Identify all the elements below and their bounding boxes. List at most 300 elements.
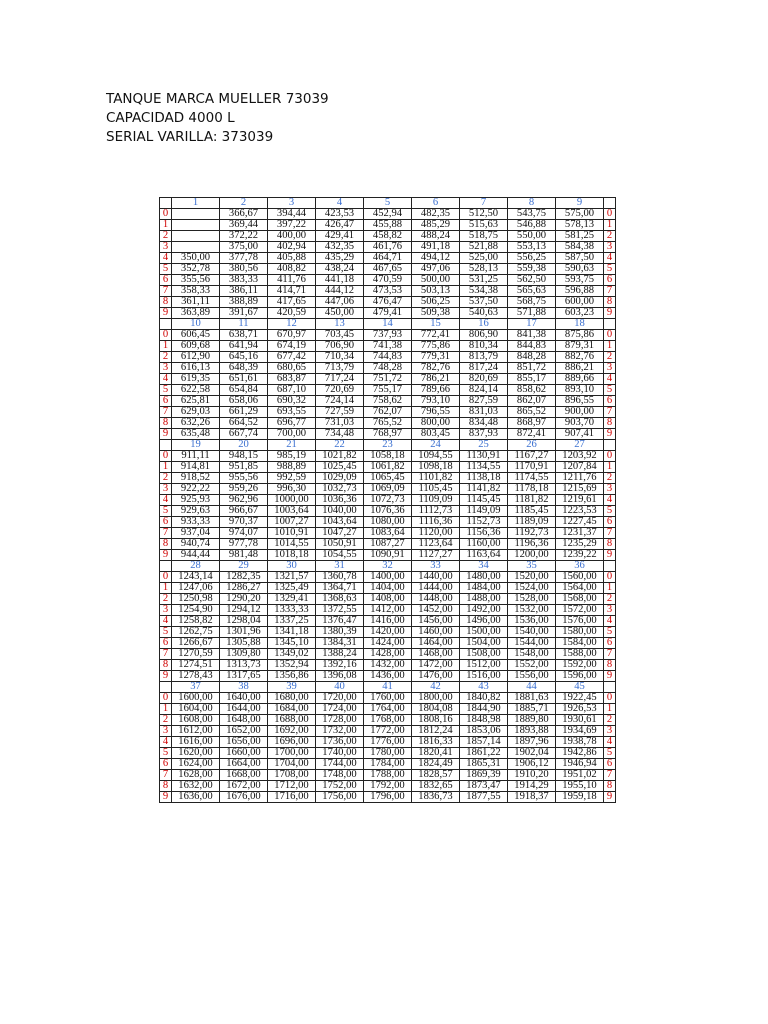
value-cell: 1120,00	[412, 528, 460, 539]
value-cell: 361,11	[172, 297, 220, 308]
value-cell: 503,13	[412, 286, 460, 297]
value-cell: 452,94	[364, 209, 412, 220]
value-cell: 1341,18	[268, 627, 316, 638]
value-cell: 1914,29	[508, 781, 556, 792]
table-row	[160, 704, 616, 715]
value-cell: 1412,00	[364, 605, 412, 616]
value-cell: 497,06	[412, 264, 460, 275]
value-cell: 1286,27	[220, 583, 268, 594]
table-row	[160, 583, 616, 594]
value-cell: 1396,08	[316, 671, 364, 682]
header-spacer-cell	[604, 440, 616, 451]
row-index-right: 4	[604, 616, 616, 627]
value-cell: 1239,22	[556, 550, 604, 561]
row-index-right: 2	[604, 594, 616, 605]
value-cell: 1424,00	[364, 638, 412, 649]
value-cell: 948,15	[220, 451, 268, 462]
table-row	[160, 473, 616, 484]
value-cell: 479,41	[364, 308, 412, 319]
table-row	[160, 330, 616, 341]
value-cell: 1828,57	[412, 770, 460, 781]
value-cell: 831,03	[460, 407, 508, 418]
row-index-left: 1	[160, 341, 172, 352]
value-cell: 1090,91	[364, 550, 412, 561]
row-index-left: 6	[160, 638, 172, 649]
value-cell: 476,47	[364, 297, 412, 308]
value-cell: 1040,00	[316, 506, 364, 517]
table-row	[160, 220, 616, 231]
value-cell: 629,03	[172, 407, 220, 418]
value-cell: 1116,36	[412, 517, 460, 528]
table-row	[160, 517, 616, 528]
value-cell: 1500,00	[460, 627, 508, 638]
value-cell: 1656,00	[220, 737, 268, 748]
row-index-right: 5	[604, 748, 616, 759]
column-header-cell: 12	[268, 319, 316, 330]
value-cell: 1349,02	[268, 649, 316, 660]
value-cell: 355,56	[172, 275, 220, 286]
table-row	[160, 726, 616, 737]
value-cell: 1014,55	[268, 539, 316, 550]
value-cell: 1893,88	[508, 726, 556, 737]
value-cell	[172, 231, 220, 242]
value-cell: 851,72	[508, 363, 556, 374]
column-header-cell: 37	[172, 682, 220, 693]
value-cell: 1564,00	[556, 583, 604, 594]
value-cell: 352,78	[172, 264, 220, 275]
value-cell: 925,93	[172, 495, 220, 506]
table-row	[160, 528, 616, 539]
value-cell: 1848,98	[460, 715, 508, 726]
value-cell: 1804,08	[412, 704, 460, 715]
row-index-right: 3	[604, 242, 616, 253]
value-cell	[172, 242, 220, 253]
value-cell: 1388,24	[316, 649, 364, 660]
row-index-left: 8	[160, 660, 172, 671]
header-spacer-cell	[160, 561, 172, 572]
column-header-cell: 15	[412, 319, 460, 330]
column-header-cell: 13	[316, 319, 364, 330]
value-cell: 1047,27	[316, 528, 364, 539]
value-cell: 875,86	[556, 330, 604, 341]
value-cell: 1608,00	[172, 715, 220, 726]
value-cell: 1266,67	[172, 638, 220, 649]
row-index-left: 4	[160, 616, 172, 627]
value-cell: 703,45	[316, 330, 364, 341]
value-cell: 429,41	[316, 231, 364, 242]
column-header-cell: 42	[412, 682, 460, 693]
value-cell: 1524,00	[508, 583, 556, 594]
value-cell: 1816,33	[412, 737, 460, 748]
value-cell: 992,59	[268, 473, 316, 484]
value-cell: 1192,73	[508, 528, 556, 539]
row-index-right: 9	[604, 550, 616, 561]
row-index-left: 3	[160, 363, 172, 374]
value-cell: 1036,36	[316, 495, 364, 506]
header-spacer-cell	[160, 198, 172, 209]
table-row	[160, 671, 616, 682]
column-header-cell: 36	[556, 561, 604, 572]
row-index-right: 6	[604, 759, 616, 770]
table-header-row	[160, 319, 616, 330]
value-cell: 1189,09	[508, 517, 556, 528]
value-cell: 720,69	[316, 385, 364, 396]
value-cell: 1305,88	[220, 638, 268, 649]
table-row	[160, 451, 616, 462]
value-cell: 1231,37	[556, 528, 604, 539]
value-cell: 1724,00	[316, 704, 364, 715]
value-cell: 512,50	[460, 209, 508, 220]
value-cell: 817,24	[460, 363, 508, 374]
value-cell: 1580,00	[556, 627, 604, 638]
value-cell: 1007,27	[268, 517, 316, 528]
column-header-cell: 9	[556, 198, 604, 209]
value-cell: 1584,00	[556, 638, 604, 649]
table-row	[160, 407, 616, 418]
value-cell: 350,00	[172, 253, 220, 264]
column-header-cell: 29	[220, 561, 268, 572]
value-cell: 1301,96	[220, 627, 268, 638]
row-index-right: 1	[604, 341, 616, 352]
value-cell: 696,77	[268, 418, 316, 429]
table-row	[160, 748, 616, 759]
value-cell: 1298,04	[220, 616, 268, 627]
value-cell: 680,65	[268, 363, 316, 374]
value-cell: 1152,73	[460, 517, 508, 528]
value-cell: 1321,57	[268, 572, 316, 583]
value-cell: 553,13	[508, 242, 556, 253]
value-cell: 383,33	[220, 275, 268, 286]
value-cell: 687,10	[268, 385, 316, 396]
value-cell: 1959,18	[556, 792, 604, 803]
value-cell: 372,22	[220, 231, 268, 242]
column-header-cell: 34	[460, 561, 508, 572]
value-cell: 1083,64	[364, 528, 412, 539]
value-cell: 1784,00	[364, 759, 412, 770]
row-index-left: 1	[160, 704, 172, 715]
value-cell: 690,32	[268, 396, 316, 407]
row-index-left: 1	[160, 583, 172, 594]
value-cell: 786,21	[412, 374, 460, 385]
value-cell: 896,55	[556, 396, 604, 407]
value-cell: 638,71	[220, 330, 268, 341]
value-cell: 1652,00	[220, 726, 268, 737]
row-index-left: 5	[160, 264, 172, 275]
column-header-cell: 14	[364, 319, 412, 330]
value-cell: 903,70	[556, 418, 604, 429]
value-cell: 1700,00	[268, 748, 316, 759]
value-cell: 664,52	[220, 418, 268, 429]
value-cell: 1167,27	[508, 451, 556, 462]
value-cell: 1130,91	[460, 451, 508, 462]
row-index-left: 6	[160, 517, 172, 528]
row-index-right: 0	[604, 572, 616, 583]
value-cell: 1680,00	[268, 693, 316, 704]
value-cell: 1889,80	[508, 715, 556, 726]
value-cell: 1938,78	[556, 737, 604, 748]
table-row	[160, 253, 616, 264]
value-cell: 868,97	[508, 418, 556, 429]
value-cell: 1050,91	[316, 539, 364, 550]
value-cell: 841,38	[508, 330, 556, 341]
row-index-left: 0	[160, 330, 172, 341]
table-row	[160, 693, 616, 704]
value-cell: 1588,00	[556, 649, 604, 660]
value-cell: 900,00	[556, 407, 604, 418]
value-cell: 559,38	[508, 264, 556, 275]
row-index-left: 1	[160, 220, 172, 231]
table-row	[160, 792, 616, 803]
value-cell: 581,25	[556, 231, 604, 242]
table-row	[160, 550, 616, 561]
value-cell: 635,48	[172, 429, 220, 440]
row-index-right: 8	[604, 539, 616, 550]
row-index-left: 7	[160, 286, 172, 297]
value-cell: 562,50	[508, 275, 556, 286]
value-cell: 358,33	[172, 286, 220, 297]
value-cell: 962,96	[220, 495, 268, 506]
value-cell: 1448,00	[412, 594, 460, 605]
table-row	[160, 605, 616, 616]
value-cell: 1262,75	[172, 627, 220, 638]
table-row	[160, 737, 616, 748]
value-cell: 824,14	[460, 385, 508, 396]
value-cell: 1902,04	[508, 748, 556, 759]
column-header-cell: 25	[460, 440, 508, 451]
column-header-cell: 5	[364, 198, 412, 209]
value-cell: 531,25	[460, 275, 508, 286]
value-cell: 1123,64	[412, 539, 460, 550]
row-index-left: 9	[160, 550, 172, 561]
value-cell: 612,90	[172, 352, 220, 363]
value-cell: 1796,00	[364, 792, 412, 803]
row-index-left: 2	[160, 352, 172, 363]
column-header-cell: 43	[460, 682, 508, 693]
table-header-row	[160, 198, 616, 209]
value-cell: 1708,00	[268, 770, 316, 781]
value-cell: 1488,00	[460, 594, 508, 605]
value-cell: 1800,00	[412, 693, 460, 704]
value-cell: 461,76	[364, 242, 412, 253]
value-cell: 1018,18	[268, 550, 316, 561]
value-cell: 1624,00	[172, 759, 220, 770]
value-cell: 1930,61	[556, 715, 604, 726]
value-cell: 779,31	[412, 352, 460, 363]
value-cell: 1664,00	[220, 759, 268, 770]
value-cell: 1504,00	[460, 638, 508, 649]
table-row	[160, 759, 616, 770]
value-cell: 571,88	[508, 308, 556, 319]
value-cell: 717,24	[316, 374, 364, 385]
value-cell: 813,79	[460, 352, 508, 363]
value-cell: 521,88	[460, 242, 508, 253]
value-cell: 959,26	[220, 484, 268, 495]
value-cell: 1384,31	[316, 638, 364, 649]
row-index-right: 0	[604, 693, 616, 704]
row-index-left: 0	[160, 693, 172, 704]
value-cell: 1881,63	[508, 693, 556, 704]
value-cell: 1270,59	[172, 649, 220, 660]
table-row	[160, 341, 616, 352]
table-row	[160, 627, 616, 638]
value-cell: 981,48	[220, 550, 268, 561]
column-header-cell: 2	[220, 198, 268, 209]
row-index-right: 0	[604, 451, 616, 462]
value-cell: 1808,16	[412, 715, 460, 726]
value-cell: 1744,00	[316, 759, 364, 770]
value-cell: 1112,73	[412, 506, 460, 517]
value-cell: 1926,53	[556, 704, 604, 715]
row-index-left: 8	[160, 297, 172, 308]
value-cell: 518,75	[460, 231, 508, 242]
table-row	[160, 781, 616, 792]
value-cell: 1376,47	[316, 616, 364, 627]
value-cell: 1290,20	[220, 594, 268, 605]
row-index-right: 0	[604, 330, 616, 341]
value-cell: 700,00	[268, 429, 316, 440]
value-cell: 1696,00	[268, 737, 316, 748]
value-cell: 467,65	[364, 264, 412, 275]
value-cell: 1364,71	[316, 583, 364, 594]
value-cell: 1127,27	[412, 550, 460, 561]
value-cell	[172, 209, 220, 220]
value-cell: 837,93	[460, 429, 508, 440]
row-index-right: 6	[604, 396, 616, 407]
value-cell: 1648,00	[220, 715, 268, 726]
value-cell: 1329,41	[268, 594, 316, 605]
row-index-left: 8	[160, 781, 172, 792]
table-row	[160, 495, 616, 506]
column-header-cell: 6	[412, 198, 460, 209]
value-cell: 1181,82	[508, 495, 556, 506]
value-cell: 977,78	[220, 539, 268, 550]
column-header-cell: 21	[268, 440, 316, 451]
value-cell: 1452,00	[412, 605, 460, 616]
value-cell: 1174,55	[508, 473, 556, 484]
value-cell: 1372,55	[316, 605, 364, 616]
value-cell: 914,81	[172, 462, 220, 473]
value-cell: 889,66	[556, 374, 604, 385]
table-header-row	[160, 561, 616, 572]
column-header-cell: 10	[172, 319, 220, 330]
value-cell: 1368,63	[316, 594, 364, 605]
value-cell: 1250,98	[172, 594, 220, 605]
table-row	[160, 396, 616, 407]
value-cell: 654,84	[220, 385, 268, 396]
value-cell: 1824,49	[412, 759, 460, 770]
column-header-cell: 39	[268, 682, 316, 693]
row-index-right: 7	[604, 528, 616, 539]
table-row	[160, 770, 616, 781]
column-header-cell: 1	[172, 198, 220, 209]
row-index-left: 3	[160, 242, 172, 253]
value-cell: 525,00	[460, 253, 508, 264]
header-spacer-cell	[604, 319, 616, 330]
table-row	[160, 539, 616, 550]
value-cell: 509,38	[412, 308, 460, 319]
column-header-cell: 24	[412, 440, 460, 451]
row-index-left: 2	[160, 231, 172, 242]
value-cell: 377,78	[220, 253, 268, 264]
value-cell: 584,38	[556, 242, 604, 253]
value-cell: 473,53	[364, 286, 412, 297]
row-index-right: 8	[604, 418, 616, 429]
row-index-left: 9	[160, 308, 172, 319]
value-cell: 1420,00	[364, 627, 412, 638]
table-row	[160, 649, 616, 660]
value-cell: 731,03	[316, 418, 364, 429]
value-cell: 1432,00	[364, 660, 412, 671]
calibration-table	[159, 197, 616, 803]
value-cell: 1484,00	[460, 583, 508, 594]
value-cell: 765,52	[364, 418, 412, 429]
row-index-right: 2	[604, 231, 616, 242]
value-cell: 488,24	[412, 231, 460, 242]
value-cell: 458,82	[364, 231, 412, 242]
row-index-right: 7	[604, 649, 616, 660]
value-cell: 455,88	[364, 220, 412, 231]
value-cell: 546,88	[508, 220, 556, 231]
value-cell: 1460,00	[412, 627, 460, 638]
value-cell: 417,65	[268, 297, 316, 308]
table-header-row	[160, 440, 616, 451]
value-cell: 1065,45	[364, 473, 412, 484]
value-cell: 1532,00	[508, 605, 556, 616]
column-header-cell: 35	[508, 561, 556, 572]
value-cell: 1596,00	[556, 671, 604, 682]
row-index-right: 2	[604, 352, 616, 363]
value-cell: 1910,20	[508, 770, 556, 781]
value-cell: 911,11	[172, 451, 220, 462]
column-header-cell: 3	[268, 198, 316, 209]
value-cell: 408,82	[268, 264, 316, 275]
row-index-right: 2	[604, 473, 616, 484]
value-cell: 988,89	[268, 462, 316, 473]
column-header-cell: 20	[220, 440, 268, 451]
value-cell: 1352,94	[268, 660, 316, 671]
value-cell: 789,66	[412, 385, 460, 396]
value-cell: 1094,55	[412, 451, 460, 462]
value-cell: 400,00	[268, 231, 316, 242]
value-cell: 1325,49	[268, 583, 316, 594]
value-cell: 1105,45	[412, 484, 460, 495]
column-header-cell: 8	[508, 198, 556, 209]
serial-line: SERIAL VARILLA: 373039	[106, 129, 274, 145]
value-cell: 661,29	[220, 407, 268, 418]
value-cell: 1636,00	[172, 792, 220, 803]
value-cell: 985,19	[268, 451, 316, 462]
value-cell: 674,19	[268, 341, 316, 352]
column-header-cell: 45	[556, 682, 604, 693]
value-cell: 388,89	[220, 297, 268, 308]
value-cell: 1644,00	[220, 704, 268, 715]
row-index-left: 4	[160, 737, 172, 748]
value-cell: 1087,27	[364, 539, 412, 550]
value-cell: 1408,00	[364, 594, 412, 605]
value-cell: 450,00	[316, 308, 364, 319]
value-cell: 755,17	[364, 385, 412, 396]
value-cell: 1476,00	[412, 671, 460, 682]
value-cell: 568,75	[508, 297, 556, 308]
value-cell: 1772,00	[364, 726, 412, 737]
value-cell: 1185,45	[508, 506, 556, 517]
column-header-cell: 22	[316, 440, 364, 451]
row-index-right: 1	[604, 583, 616, 594]
value-cell: 918,52	[172, 473, 220, 484]
value-cell: 1906,12	[508, 759, 556, 770]
table-row	[160, 429, 616, 440]
column-header-cell: 4	[316, 198, 364, 209]
